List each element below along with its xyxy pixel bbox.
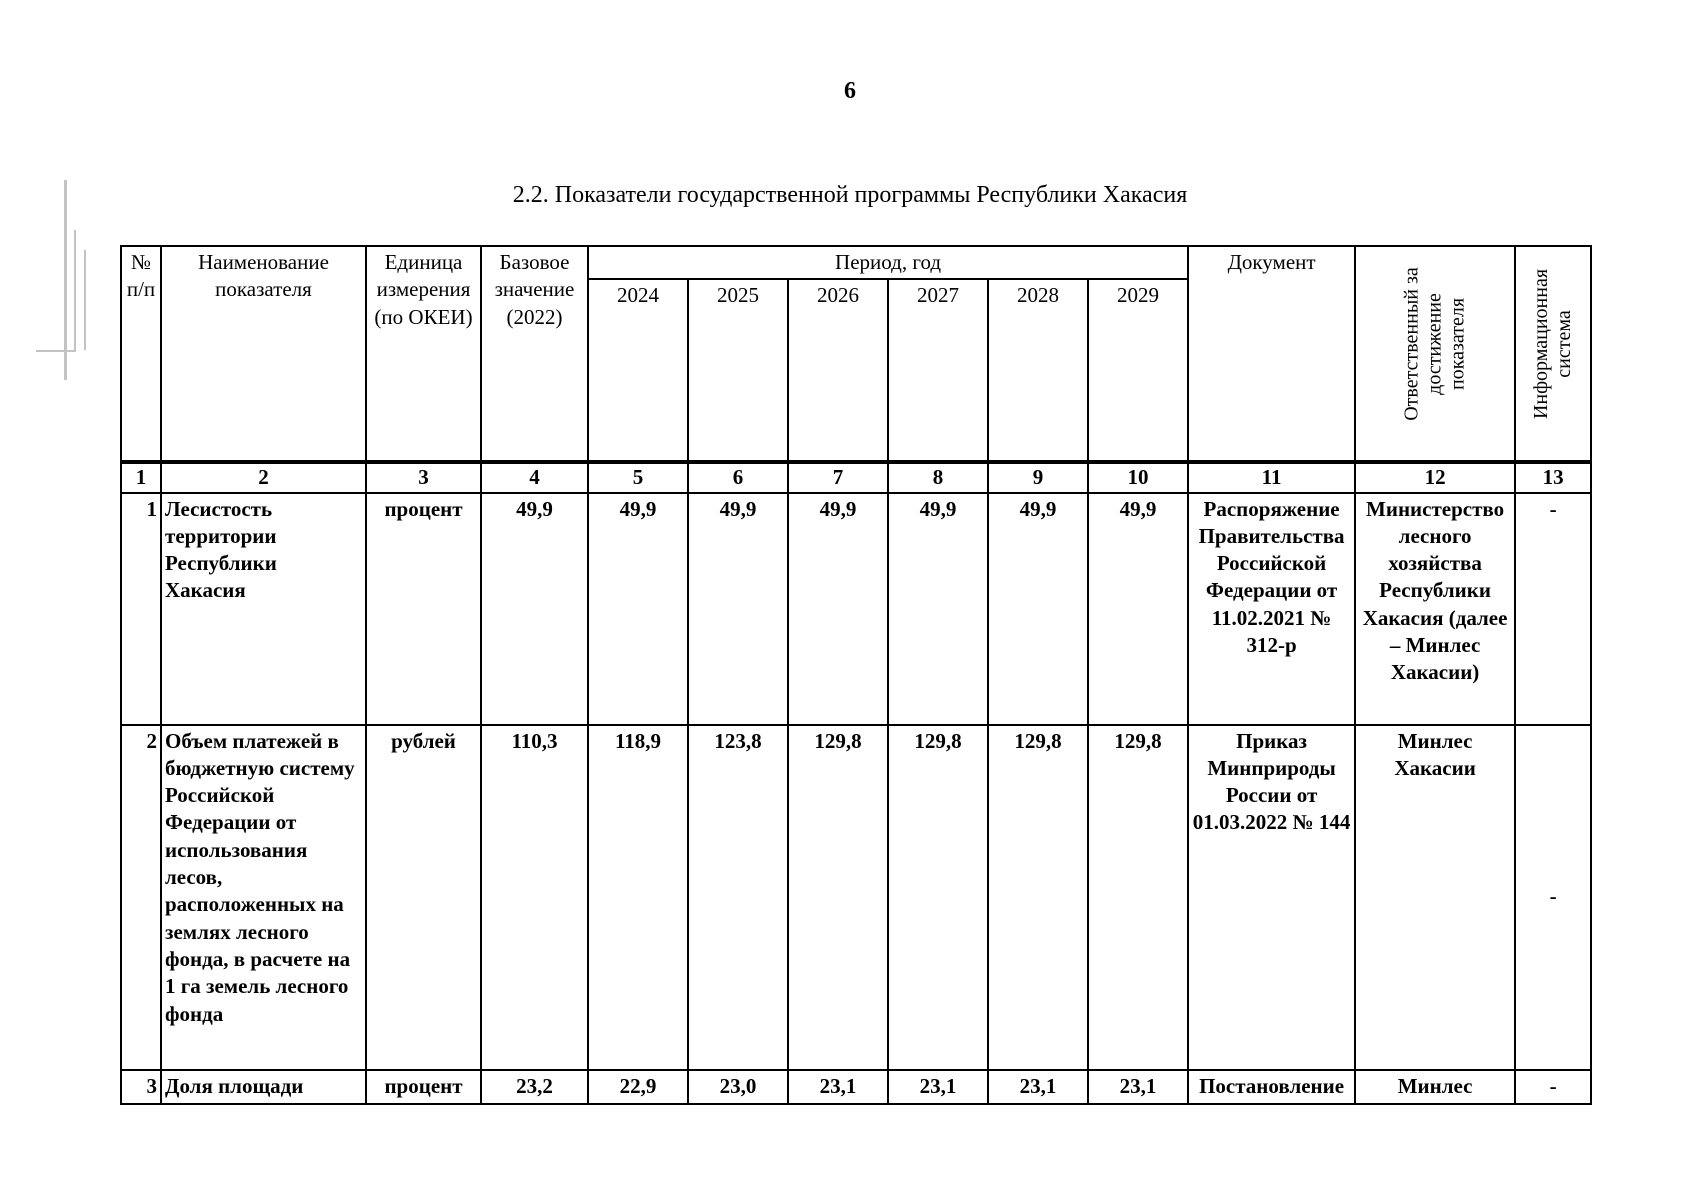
row-document: Распоряжение Правительства Российской Федерации от 11.02.2021 № 312-р	[1188, 493, 1355, 725]
header-year: 2027	[888, 279, 988, 462]
row-num: 3	[121, 1070, 161, 1104]
row-responsible: Минлес Хакасии	[1355, 725, 1515, 1070]
column-number: 4	[481, 462, 588, 492]
page-number: 6	[844, 78, 856, 104]
row-name: Объем платежей в бюджетную систему Российской Федерации от использования лесов, расположенных на землях лесного фонда, в расчете на 1 га земель лесного фонда	[161, 725, 366, 1070]
document-title: 2.2. Показатели государственной программы Республики Хакасия	[512, 182, 1188, 208]
header-year: 2024	[588, 279, 688, 462]
column-number: 1	[121, 462, 161, 492]
row-value: 49,9	[688, 493, 788, 725]
row-value: 23,0	[688, 1070, 788, 1104]
column-number: 5	[588, 462, 688, 492]
table-row	[121, 493, 1591, 725]
row-value: 129,8	[788, 725, 888, 1070]
row-num: 2	[121, 725, 161, 1070]
row-value: 129,8	[888, 725, 988, 1070]
scan-artifact-mark	[36, 170, 96, 400]
header-year: 2025	[688, 279, 788, 462]
row-value: 49,9	[588, 493, 688, 725]
column-number: 13	[1515, 462, 1591, 492]
row-value: 23,1	[988, 1070, 1088, 1104]
header-responsible-text: Ответственный за достижение показателя	[1400, 267, 1469, 421]
row-value: 23,1	[788, 1070, 888, 1104]
table-row	[121, 1070, 1591, 1104]
header-num: № п/п	[121, 246, 161, 462]
row-name: Доля площади	[161, 1070, 366, 1104]
row-system: -	[1515, 725, 1591, 1070]
row-system: -	[1515, 493, 1591, 725]
row-num: 1	[121, 493, 161, 725]
column-number: 8	[888, 462, 988, 492]
column-number: 2	[161, 462, 366, 492]
table-row	[121, 725, 1591, 1070]
column-number: 6	[688, 462, 788, 492]
header-year: 2026	[788, 279, 888, 462]
row-document: Постановление	[1188, 1070, 1355, 1104]
header-year: 2029	[1088, 279, 1188, 462]
header-name: Наименование показателя	[161, 246, 366, 462]
row-value: 23,1	[1088, 1070, 1188, 1104]
row-value: 49,9	[788, 493, 888, 725]
header-responsible	[1355, 246, 1515, 462]
row-value: 49,9	[1088, 493, 1188, 725]
row-value: 49,9	[988, 493, 1088, 725]
row-responsible: Минлес	[1355, 1070, 1515, 1104]
header-year: 2028	[988, 279, 1088, 462]
column-number: 11	[1188, 462, 1355, 492]
row-unit: процент	[366, 1070, 481, 1104]
row-system: -	[1515, 1070, 1591, 1104]
header-system-text: Информационная система	[1530, 268, 1576, 420]
header-unit: Единица измерения (по ОКЕИ)	[366, 246, 481, 462]
header-system	[1515, 246, 1591, 462]
row-value: 123,8	[688, 725, 788, 1070]
row-unit: процент	[366, 493, 481, 725]
column-number: 10	[1088, 462, 1188, 492]
row-unit: рублей	[366, 725, 481, 1070]
header-document: Документ	[1188, 246, 1355, 462]
column-number: 3	[366, 462, 481, 492]
header-base: Базовое значение (2022)	[481, 246, 588, 462]
column-number: 9	[988, 462, 1088, 492]
row-value: 118,9	[588, 725, 688, 1070]
row-base: 49,9	[481, 493, 588, 725]
row-value: 129,8	[988, 725, 1088, 1070]
row-value: 22,9	[588, 1070, 688, 1104]
row-base: 110,3	[481, 725, 588, 1070]
row-value: 23,1	[888, 1070, 988, 1104]
column-number: 7	[788, 462, 888, 492]
row-value: 49,9	[888, 493, 988, 725]
indicators-table	[120, 245, 1592, 1105]
column-number: 12	[1355, 462, 1515, 492]
header-period: Период, год	[588, 246, 1188, 279]
row-value: 129,8	[1088, 725, 1188, 1070]
row-document: Приказ Минприроды России от 01.03.2022 № 144	[1188, 725, 1355, 1070]
row-responsible: Министерство лесного хозяйства Республики Хакасия (далее – Минлес Хакасии)	[1355, 493, 1515, 725]
row-base: 23,2	[481, 1070, 588, 1104]
row-name: Лесистость территории Республики Хакасия	[161, 493, 366, 725]
